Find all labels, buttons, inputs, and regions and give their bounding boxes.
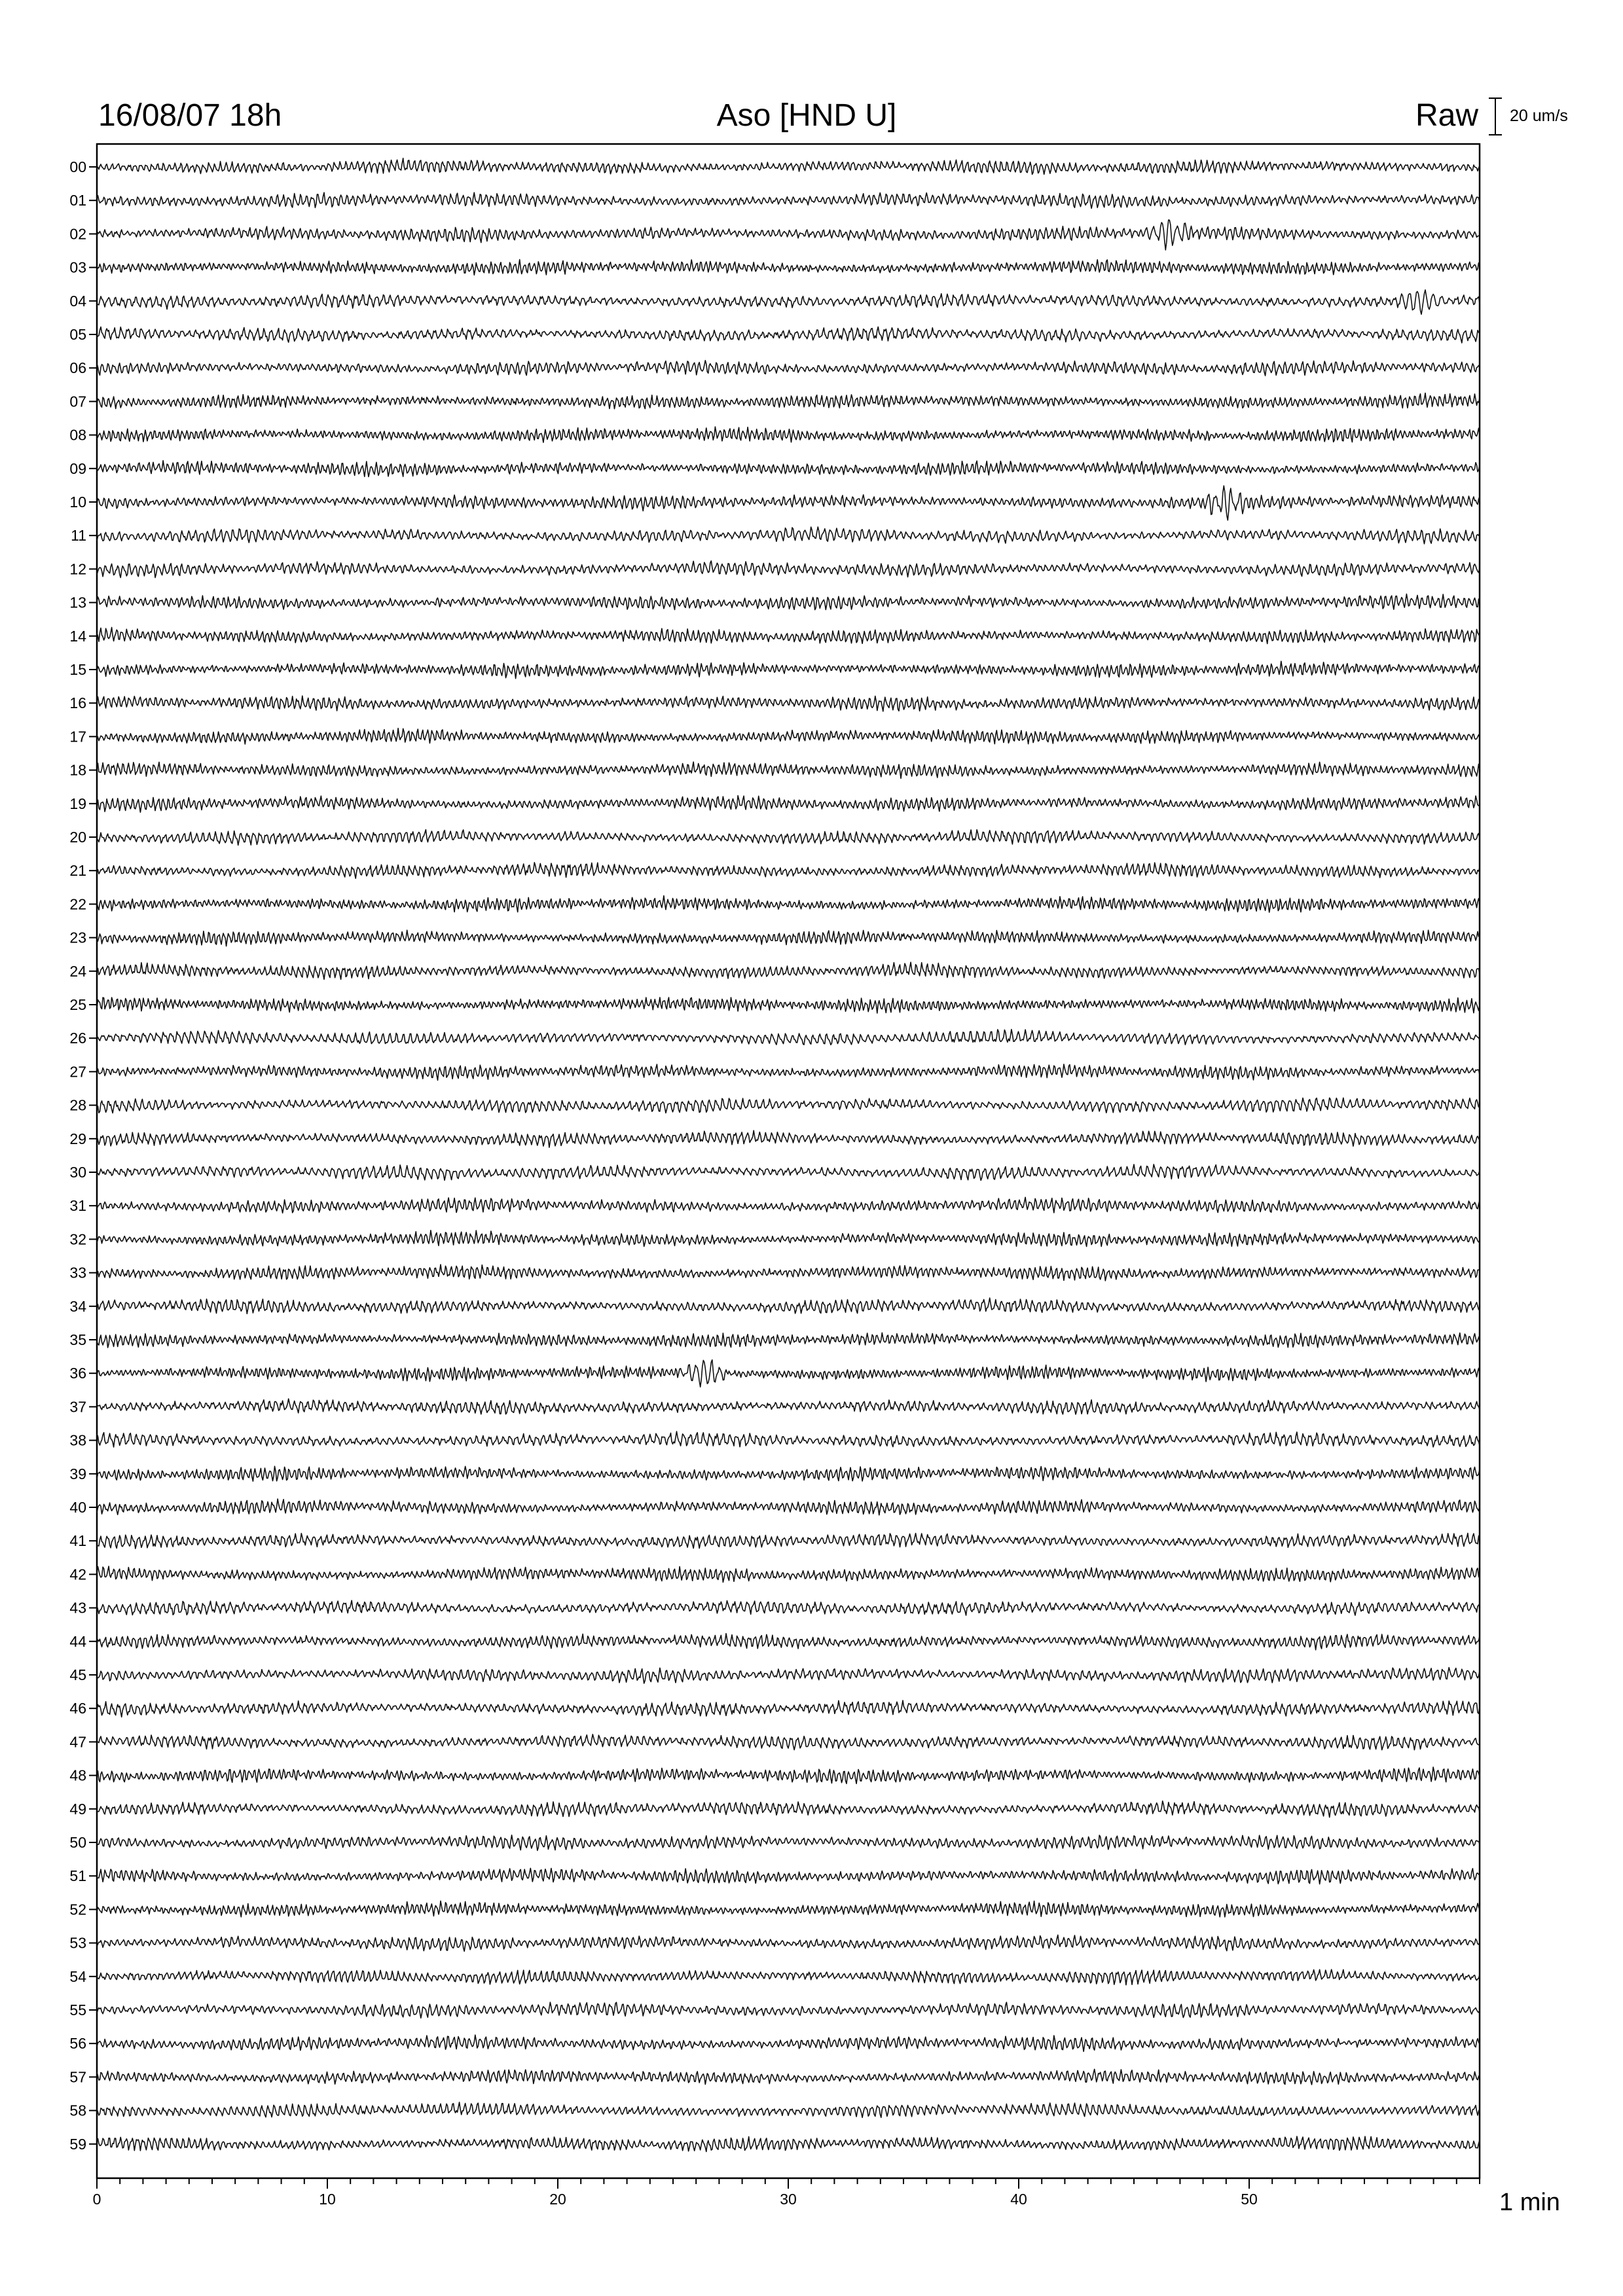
x-tick-label: 10 <box>319 2191 336 2208</box>
trace-row <box>97 486 1480 520</box>
row-label: 50 <box>69 1834 86 1851</box>
trace-row <box>97 997 1480 1013</box>
row-label: 36 <box>69 1365 86 1382</box>
x-axis <box>93 2178 1480 2208</box>
row-label: 22 <box>69 895 86 913</box>
trace-row <box>97 2136 1480 2151</box>
trace-row <box>97 1935 1480 1951</box>
trace-row <box>97 1668 1480 1683</box>
mode-label: Raw <box>1415 98 1478 133</box>
trace-row <box>97 1566 1480 1583</box>
scale-label: 20 um/s <box>1510 107 1568 125</box>
row-label: 06 <box>69 359 86 377</box>
trace-row <box>97 1901 1480 1917</box>
station-title: Aso [HND U] <box>716 98 897 133</box>
row-label: 51 <box>69 1867 86 1885</box>
x-tick-label: 50 <box>1241 2191 1258 2208</box>
trace-row <box>97 158 1480 175</box>
row-label: 42 <box>69 1566 86 1583</box>
trace-row <box>97 962 1480 979</box>
row-label: 00 <box>69 158 86 175</box>
unit-label: 1 min <box>1499 2189 1560 2216</box>
row-label: 20 <box>69 829 86 846</box>
trace-row <box>97 361 1480 376</box>
trace-row <box>97 1064 1480 1080</box>
row-label: 17 <box>69 728 86 745</box>
trace-row <box>97 527 1480 544</box>
trace-row <box>97 830 1480 846</box>
row-label: 33 <box>69 1264 86 1282</box>
row-label: 26 <box>69 1030 86 1047</box>
trace-row <box>97 2102 1480 2117</box>
trace-row <box>97 1835 1480 1851</box>
row-label: 49 <box>69 1800 86 1818</box>
trace-row <box>97 461 1480 477</box>
row-label: 54 <box>69 1967 86 1985</box>
trace-row <box>97 1969 1480 1985</box>
trace-row <box>97 2002 1480 2018</box>
row-label: 41 <box>69 1532 86 1550</box>
trace-row <box>97 594 1480 610</box>
row-label: 32 <box>69 1230 86 1248</box>
trace-row <box>97 1197 1480 1213</box>
trace-row <box>97 661 1480 678</box>
row-label: 16 <box>69 694 86 712</box>
row-label: 05 <box>69 326 86 343</box>
trace-row <box>97 1600 1480 1615</box>
trace-row <box>97 1360 1480 1387</box>
row-label: 58 <box>69 2102 86 2119</box>
row-label: 27 <box>69 1063 86 1081</box>
row-label: 57 <box>69 2068 86 2086</box>
row-label: 59 <box>69 2135 86 2153</box>
row-label: 55 <box>69 2001 86 2018</box>
x-tick-label: 40 <box>1010 2191 1027 2208</box>
trace-row <box>97 1030 1480 1045</box>
trace-row <box>97 2035 1480 2051</box>
trace-row <box>97 628 1480 644</box>
row-label: 07 <box>69 393 86 410</box>
plot-frame <box>97 144 1480 2178</box>
row-label: 04 <box>69 292 86 310</box>
row-label: 56 <box>69 2035 86 2053</box>
row-label: 39 <box>69 1465 86 1482</box>
row-label: 13 <box>69 594 86 611</box>
trace-row <box>97 427 1480 442</box>
trace-row <box>97 1534 1480 1549</box>
row-label: 31 <box>69 1197 86 1215</box>
datetime-label: 16/08/07 18h <box>98 98 282 133</box>
row-label: 24 <box>69 962 86 980</box>
trace-row <box>97 1130 1480 1147</box>
row-label: 23 <box>69 929 86 946</box>
row-label: 10 <box>69 493 86 511</box>
row-label: 18 <box>69 761 86 779</box>
trace-row <box>97 1767 1480 1784</box>
trace-row <box>97 1265 1480 1281</box>
row-label: 37 <box>69 1398 86 1416</box>
x-tick-label: 0 <box>92 2191 101 2208</box>
traces <box>97 158 1480 2152</box>
trace-row <box>97 1734 1480 1750</box>
row-label: 43 <box>69 1599 86 1617</box>
trace-row <box>97 1098 1480 1113</box>
trace-row <box>97 1801 1480 1818</box>
row-label: 53 <box>69 1934 86 1952</box>
row-label: 40 <box>69 1499 86 1516</box>
row-label: 14 <box>69 627 86 645</box>
row-label: 35 <box>69 1331 86 1348</box>
row-label: 12 <box>69 560 86 578</box>
row-label: 29 <box>69 1130 86 1147</box>
trace-row <box>97 796 1480 813</box>
row-label: 09 <box>69 459 86 477</box>
trace-row <box>97 1466 1480 1481</box>
x-tick-label: 30 <box>780 2191 797 2208</box>
trace-row <box>97 930 1480 946</box>
trace-row <box>97 1634 1480 1650</box>
trace-row <box>97 1164 1480 1181</box>
trace-row <box>97 1431 1480 1447</box>
trace-row <box>97 896 1480 912</box>
trace-row <box>97 2070 1480 2085</box>
row-label: 45 <box>69 1666 86 1683</box>
row-label: 38 <box>69 1431 86 1449</box>
trace-row <box>97 1333 1480 1348</box>
trace-row <box>97 1298 1480 1314</box>
trace-row <box>97 1700 1480 1717</box>
row-label: 34 <box>69 1297 86 1315</box>
row-label: 15 <box>69 661 86 678</box>
row-label: 52 <box>69 1901 86 1918</box>
row-label: 11 <box>71 527 86 545</box>
row-label: 21 <box>69 862 86 880</box>
trace-row <box>97 561 1480 578</box>
trace-row <box>97 863 1480 878</box>
trace-row <box>97 1868 1480 1884</box>
trace-row <box>97 290 1480 314</box>
row-label: 48 <box>69 1767 86 1784</box>
trace-row <box>97 1499 1480 1515</box>
scale-bar <box>1489 98 1502 135</box>
trace-row <box>97 1399 1480 1414</box>
trace-row <box>97 696 1480 711</box>
row-label: 30 <box>69 1164 86 1181</box>
row-label: 02 <box>69 225 86 243</box>
row-label: 25 <box>69 996 86 1013</box>
trace-row <box>97 220 1480 250</box>
trace-row <box>97 728 1480 744</box>
row-label: 46 <box>69 1700 86 1717</box>
row-labels <box>69 158 97 2153</box>
row-label: 47 <box>69 1733 86 1751</box>
trace-row <box>97 762 1480 778</box>
row-label: 44 <box>69 1632 86 1650</box>
trace-row <box>97 327 1480 343</box>
row-label: 08 <box>69 426 86 444</box>
trace-row <box>97 393 1480 409</box>
row-label: 03 <box>69 259 86 276</box>
trace-row <box>97 192 1480 208</box>
trace-row <box>97 1230 1480 1247</box>
row-label: 01 <box>69 192 86 209</box>
x-tick-label: 20 <box>549 2191 566 2208</box>
trace-row <box>97 260 1480 276</box>
row-label: 28 <box>69 1096 86 1114</box>
row-label: 19 <box>69 795 86 812</box>
